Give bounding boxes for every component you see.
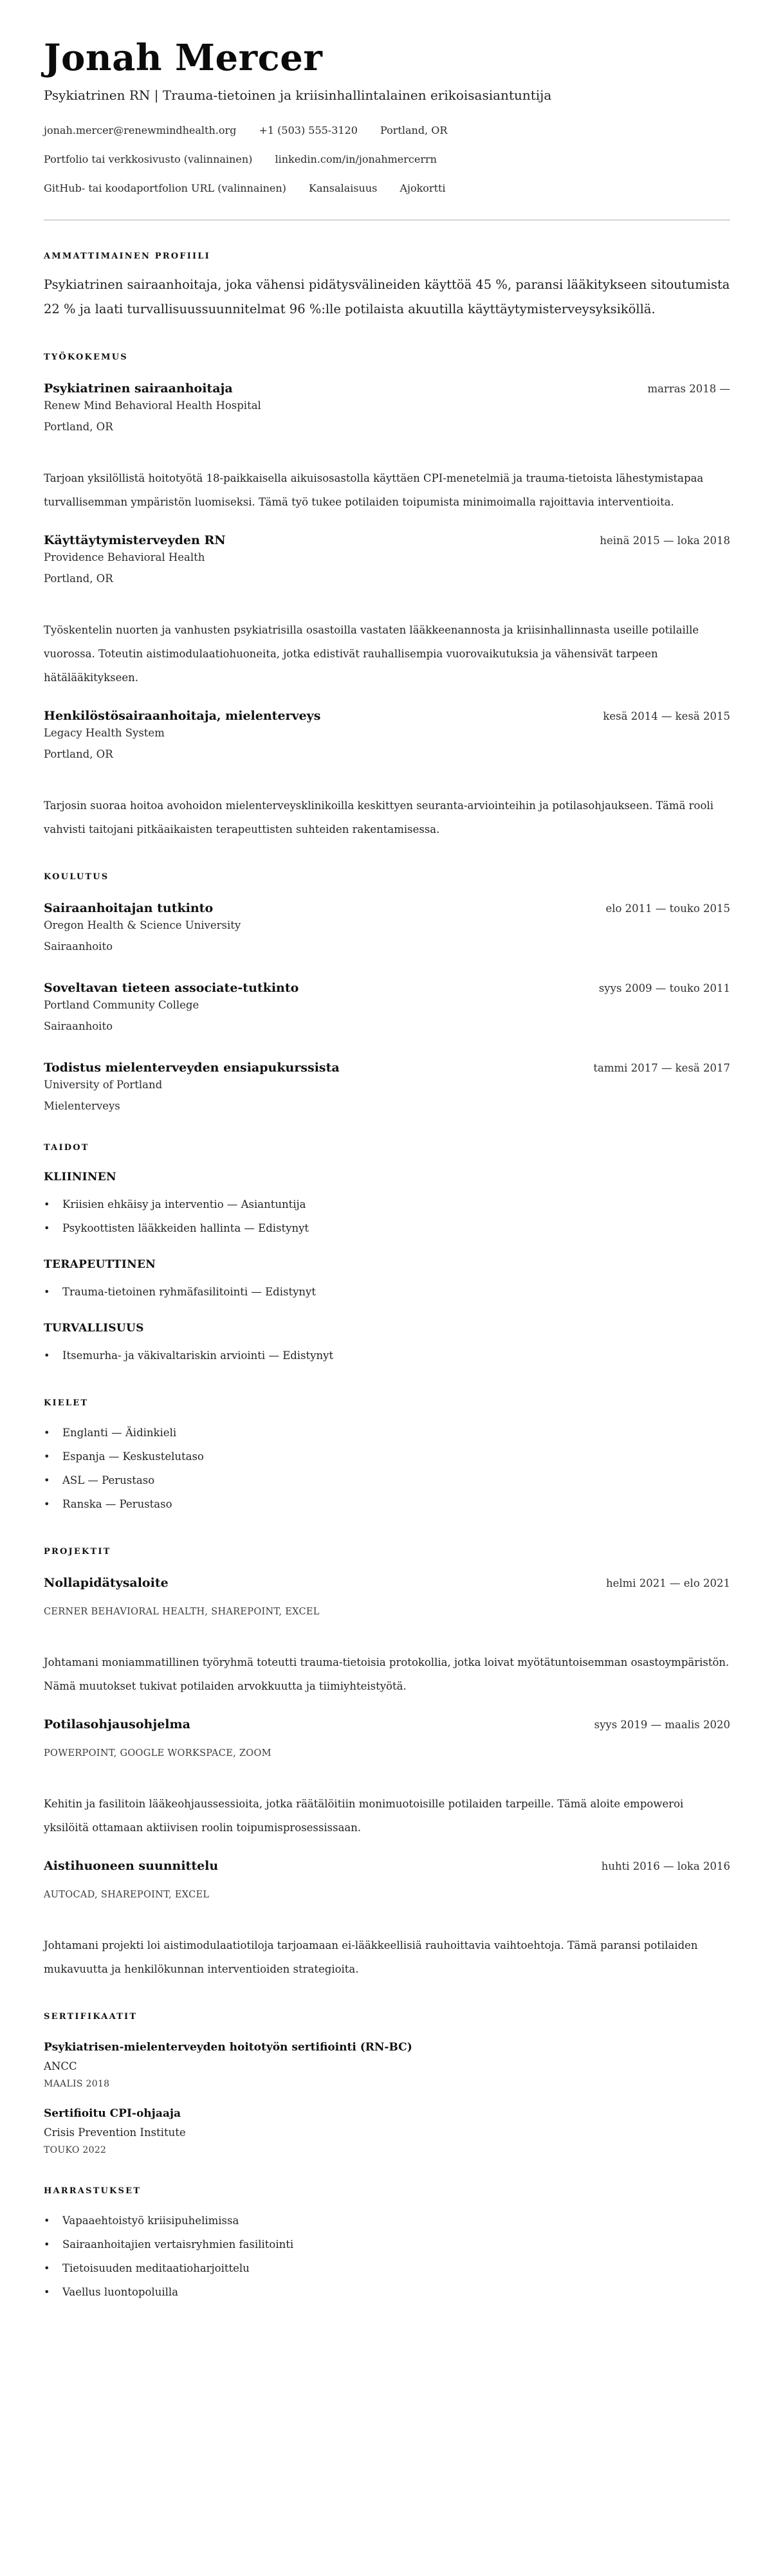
school-name: University of Portland bbox=[44, 1079, 163, 1092]
job-description: Työskentelin nuorten ja vanhusten psykiatrisilla osastoilla vastaten lääkkeenannosta ja kriisinhallinnasta useille potilaille vuorossa. Toteutin aistimodulaatiohuoneita, jotka edistivät rauhallisempia vuorovaikutuksia ja vähensivät tarpeen hätälääkitykseen. bbox=[44, 624, 699, 684]
certification-issuer: ANCC bbox=[44, 2060, 77, 2073]
experience-entry bbox=[44, 709, 730, 841]
project-name: Potilasohjausohjelma bbox=[44, 1717, 190, 1732]
certifications-section bbox=[44, 2012, 730, 2155]
email-link[interactable]: jonah.mercer@renewmindhealth.org bbox=[44, 124, 237, 137]
certification-name: Sertifioitu CPI-ohjaaja bbox=[44, 2107, 181, 2121]
employer: Renew Mind Behavioral Health Hospital bbox=[44, 399, 261, 412]
field-of-study: Sairaanhoito bbox=[44, 1020, 113, 1033]
skill-item: • Trauma-tietoinen ryhmäfasilitointi — Edistynyt bbox=[44, 1280, 730, 1304]
project-tech: CERNER BEHAVIORAL HEALTH, SHAREPOINT, EXCEL bbox=[44, 1607, 320, 1618]
degree-title: Sairaanhoitajan tutkinto bbox=[44, 901, 214, 916]
education-entry bbox=[44, 1061, 730, 1112]
interests-section bbox=[44, 2186, 730, 2304]
certification-issuer: Crisis Prevention Institute bbox=[44, 2126, 186, 2139]
job-description: Tarjoan yksilöllistä hoitotyötä 18-paikkaisella aikuisosastolla käyttäen CPI-menetelmiä ja trauma-tietoista lähestymistapaa turvallisemman ympäristön luomiseksi. Tämä työ tukee potilaiden toipumista minimoimalla rajoittavia interventioita. bbox=[44, 472, 704, 509]
job-date: heinä 2015 — loka 2018 bbox=[600, 534, 730, 547]
field-of-study: Sairaanhoito bbox=[44, 940, 113, 953]
section-title-projects: PROJEKTIT bbox=[44, 1547, 111, 1557]
degree-title: Todistus mielenterveyden ensiapukurssista bbox=[44, 1061, 340, 1075]
skill-category: KLIININEN bbox=[44, 1171, 116, 1184]
certification-name: Psykiatrisen-mielenterveyden hoitotyön sertifiointi (RN-BC) bbox=[44, 2041, 412, 2054]
section-title-interests: HARRASTUKSET bbox=[44, 2186, 142, 2197]
education-entry bbox=[44, 901, 730, 953]
section-title-skills: TAIDOT bbox=[44, 1143, 89, 1153]
section-title-experience: TYÖKOKEMUS bbox=[44, 352, 128, 363]
interest-item: • Vaellus luontopoluilla bbox=[44, 2280, 730, 2304]
project-entry bbox=[44, 1717, 730, 1840]
skill-category: TURVALLISUUS bbox=[44, 1322, 144, 1335]
project-date: huhti 2016 — loka 2016 bbox=[601, 1860, 730, 1873]
project-tech: AUTOCAD, SHAREPOINT, EXCEL bbox=[44, 1890, 210, 1901]
education-date: elo 2011 — touko 2015 bbox=[605, 902, 730, 915]
header-divider bbox=[44, 219, 730, 221]
skill-list bbox=[44, 1192, 730, 1240]
section-title-languages: KIELET bbox=[44, 1398, 89, 1409]
job-date: marras 2018 — bbox=[647, 383, 730, 396]
language-item: • Espanja — Keskustelutaso bbox=[44, 1445, 730, 1468]
linkedin-link[interactable]: linkedin.com/in/jonahmercerrn bbox=[275, 153, 437, 166]
profile-section bbox=[44, 251, 730, 322]
drivers-license: Ajokortti bbox=[400, 182, 446, 195]
contact-row-2 bbox=[44, 145, 730, 174]
language-item: • Ranska — Perustaso bbox=[44, 1492, 730, 1516]
education-section bbox=[44, 872, 730, 1112]
interest-list bbox=[44, 2209, 730, 2304]
job-location: Portland, OR bbox=[44, 572, 113, 585]
project-description: Kehitin ja fasilitoin lääkeohjaussessioita, jotka räätälöitiin monimuotoisille potilaiden tarpeille. Tämä aloite empoweroi yksilöitä ottamaan aktiivisen roolin toipumisprosessissaan. bbox=[44, 1798, 684, 1834]
contact-row-1 bbox=[44, 116, 730, 145]
job-description: Tarjosin suoraa hoitoa avohoidon mielenterveysklinikoilla keskittyen seuranta-arviointeihin ja potilasohjaukseen. Tämä rooli vahvisti taitojani pitkäaikaisten terapeuttisten suhteiden rakentamisessa. bbox=[44, 799, 713, 836]
skill-category: TERAPEUTTINEN bbox=[44, 1258, 156, 1272]
language-list bbox=[44, 1421, 730, 1516]
interest-item: • Vapaaehtoistyö kriisipuhelimissa bbox=[44, 2209, 730, 2233]
degree-title: Soveltavan tieteen associate-tutkinto bbox=[44, 981, 299, 996]
language-item: • Englanti — Äidinkieli bbox=[44, 1421, 730, 1445]
certification-entry bbox=[44, 2107, 730, 2155]
portfolio-link[interactable]: Portfolio tai verkkosivusto (valinnainen) bbox=[44, 153, 253, 166]
project-entry bbox=[44, 1859, 730, 1981]
job-title: Henkilöstösairaanhoitaja, mielenterveys bbox=[44, 709, 321, 724]
employer: Legacy Health System bbox=[44, 727, 165, 740]
phone-number[interactable]: +1 (503) 555-3120 bbox=[259, 124, 358, 137]
contact-info bbox=[44, 116, 730, 203]
school-name: Oregon Health & Science University bbox=[44, 919, 241, 932]
github-link[interactable]: GitHub- tai koodaportfolion URL (valinnainen) bbox=[44, 182, 286, 195]
language-item: • ASL — Perustaso bbox=[44, 1468, 730, 1492]
education-date: tammi 2017 — kesä 2017 bbox=[593, 1062, 730, 1075]
project-name: Nollapidätysaloite bbox=[44, 1576, 169, 1591]
education-date: syys 2009 — touko 2011 bbox=[598, 982, 730, 995]
skill-item: • Itsemurha- ja väkivaltariskin arviointi — Edistynyt bbox=[44, 1344, 730, 1367]
employer: Providence Behavioral Health bbox=[44, 551, 205, 564]
contact-row-3 bbox=[44, 174, 730, 203]
project-name: Aistihuoneen suunnittelu bbox=[44, 1859, 219, 1874]
projects-section bbox=[44, 1547, 730, 1981]
candidate-tagline: Psykiatrinen RN | Trauma-tietoinen ja kriisinhallintalainen erikoisasiantuntija bbox=[44, 87, 552, 104]
skill-item: • Kriisien ehkäisy ja interventio — Asiantuntija bbox=[44, 1192, 730, 1216]
skill-item: • Psykoottisten lääkkeiden hallinta — Edistynyt bbox=[44, 1216, 730, 1240]
certification-date: TOUKO 2022 bbox=[44, 2145, 107, 2156]
section-title-education: KOULUTUS bbox=[44, 872, 109, 882]
section-title-profile: AMMATTIMAINEN PROFIILI bbox=[44, 251, 210, 262]
citizenship: Kansalaisuus bbox=[308, 182, 378, 195]
education-entry bbox=[44, 981, 730, 1032]
section-title-certifications: SERTIFIKAATIT bbox=[44, 2012, 138, 2022]
project-date: syys 2019 — maalis 2020 bbox=[594, 1719, 730, 1731]
interest-item: • Tietoisuuden meditaatioharjoittelu bbox=[44, 2256, 730, 2280]
job-title: Käyttäytymisterveyden RN bbox=[44, 533, 226, 548]
experience-entry bbox=[44, 381, 730, 514]
project-description: Johtamani projekti loi aistimodulaatiotiloja tarjoamaan ei-lääkkeellisiä rauhoittavia vaihtoehtoja. Tämä paransi potilaiden mukavuutta ja henkilökunnan interventioiden strategioita. bbox=[44, 1939, 698, 1976]
project-description: Johtamani moniammatillinen työryhmä toteutti trauma-tietoisia protokollia, jotka loivat myötätuntoisemman osastoympäristön. Nämä muutokset tukivat potilaiden arvokkuutta ja tiimiyhteistyötä. bbox=[44, 1656, 730, 1693]
school-name: Portland Community College bbox=[44, 999, 199, 1012]
job-location: Portland, OR bbox=[44, 748, 113, 761]
certification-entry bbox=[44, 2041, 730, 2089]
certification-date: MAALIS 2018 bbox=[44, 2079, 110, 2090]
project-date: helmi 2021 — elo 2021 bbox=[605, 1577, 730, 1590]
project-tech: POWERPOINT, GOOGLE WORKSPACE, ZOOM bbox=[44, 1748, 271, 1759]
experience-entry bbox=[44, 533, 730, 690]
languages-section bbox=[44, 1398, 730, 1516]
skill-list bbox=[44, 1344, 730, 1367]
interest-item: • Sairaanhoitajien vertaisryhmien fasilitointi bbox=[44, 2233, 730, 2256]
field-of-study: Mielenterveys bbox=[44, 1100, 120, 1113]
candidate-name: Jonah Mercer bbox=[44, 37, 323, 79]
skills-section bbox=[44, 1143, 730, 1367]
experience-section bbox=[44, 352, 730, 841]
location: Portland, OR bbox=[380, 124, 448, 137]
job-location: Portland, OR bbox=[44, 421, 113, 434]
project-entry bbox=[44, 1576, 730, 1698]
job-title: Psykiatrinen sairaanhoitaja bbox=[44, 381, 233, 396]
job-date: kesä 2014 — kesä 2015 bbox=[603, 710, 730, 723]
resume-header bbox=[44, 37, 730, 221]
skill-list bbox=[44, 1280, 730, 1304]
profile-summary: Psykiatrinen sairaanhoitaja, joka vähensi pidätysvälineiden käyttöä 45 %, paransi lääkitykseen sitoutumista 22 % ja laati turvallisuussuunnitelmat 96 %:lle potilaista akuutilla käyttäytymisterveysyksiköllä. bbox=[44, 277, 730, 317]
